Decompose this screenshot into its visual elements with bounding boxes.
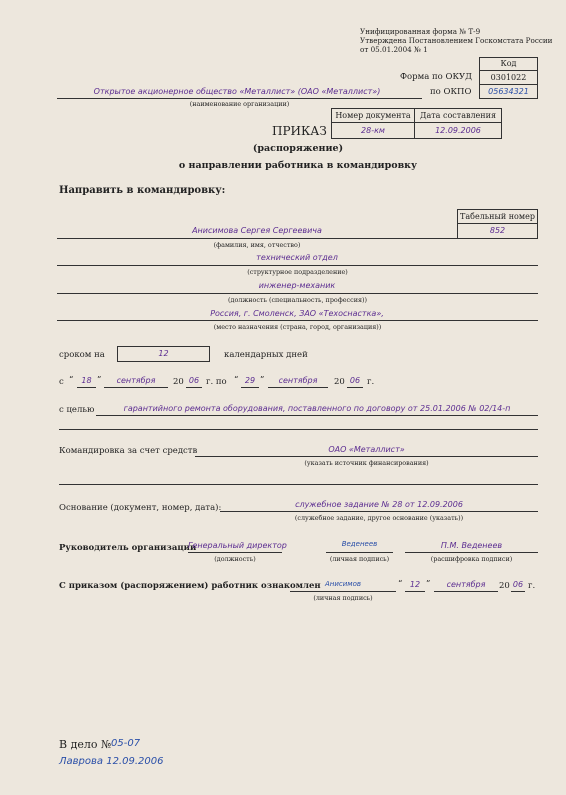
date-to-year-prefix: 20 [334,377,345,387]
form-header-line1: Унифицированная форма № Т-9 [360,27,481,36]
date-from-quote-open: “ [69,375,74,385]
head-decoding-underline [405,552,538,553]
department-caption: (структурное подразделение) [247,268,348,276]
head-decoding-caption: (расшифровка подписи) [430,555,513,563]
purpose-label: с целью [59,405,95,415]
tab-number-header: Табельный номер [457,209,538,224]
date-to-quote-close: ” [260,375,265,385]
term-unit: календарных дней [224,350,308,360]
ack-day: 12 [409,580,421,589]
basis-label: Основание (документ, номер, дата): [59,503,222,513]
ack-signature: Анисимов [324,580,361,588]
funding-label: Командировка за счет средств [59,446,198,456]
date-to-year: 06 [349,376,361,385]
funding-value: ОАО «Металлист» [328,445,405,454]
form-header-line3: от 05.01.2004 № 1 [360,45,428,54]
head-position-underline [188,552,282,553]
date-from-year-prefix: 20 [173,377,184,387]
term-value: 12 [117,346,210,362]
ack-month-underline [434,591,498,592]
date-from-day: 18 [81,376,92,385]
date-to-month: сентября [278,376,318,385]
code-header: Код [479,57,538,71]
ack-signature-caption: (личная подпись) [313,594,373,602]
date-from-month: сентября [116,376,156,385]
head-signature: Веденеев [341,540,378,548]
date-from-prefix: с [59,377,64,387]
file-label: В дело № [59,738,112,751]
employee-destination: Россия, г. Смоленск, ЗАО «Техоснастка», [210,309,384,318]
head-signature-underline [326,552,393,553]
form-header [360,27,552,54]
date-to-day-underline [241,387,259,388]
head-label: Руководитель организации [59,543,197,553]
funding-underline-2 [59,484,538,485]
tab-number-value: 852 [457,223,538,239]
order-subtitle: (распоряжение) [252,143,344,154]
okud-value: 0301022 [479,70,538,85]
basis-underline [220,511,538,512]
file-stamp: Лаврова 12.09.2006 [59,756,164,767]
employee-fio: Анисимова Сергея Сергеевича [192,226,322,235]
purpose-value: гарантийного ремонта оборудования, поставленного по договору от 25.01.2006 № 02/14-п [123,404,511,413]
ack-year-underline [511,591,525,592]
organization-caption: (наименование организации) [189,100,290,108]
date-from-year: 06 [188,376,200,385]
doc-number-header: Номер документа [331,108,415,123]
ack-quote-open: “ [398,579,403,589]
fio-underline [57,238,457,239]
destination-caption: (место назначения (страна, город, организация)) [213,323,382,331]
employee-department: технический отдел [256,253,338,262]
order-title: ПРИКАЗ [272,124,327,138]
ack-year-prefix: 20 [499,581,510,591]
ack-year: 06 [512,580,524,589]
doc-date-value: 12.09.2006 [414,122,502,139]
ack-year-suffix: г. [528,581,536,591]
destination-underline [57,320,538,321]
funding-caption: (указать источник финансирования) [304,459,429,467]
purpose-underline-1 [96,415,538,416]
doc-number-value: 28-км [331,122,415,139]
date-to-day: 29 [244,376,256,385]
order-about: о направлении работника в командировку [178,160,418,171]
ack-label: С приказом (распоряжением) работник ознакомлен [59,581,321,591]
ack-day-underline [405,591,425,592]
department-underline [57,265,538,266]
date-to-suffix: г. [367,377,375,387]
position-caption: (должность (специальность, профессия)) [228,296,367,304]
date-to-prefix: г. по [206,377,227,387]
head-position: Генеральный директор [188,541,287,550]
file-number: 05-07 [111,738,141,749]
doc-date-header: Дата составления [414,108,502,123]
head-position-caption: (должность) [214,555,256,563]
head-signature-decoding: П.М. Веденеев [440,541,503,550]
okpo-value: 05634321 [479,84,538,99]
position-underline [57,293,538,294]
basis-caption: (служебное задание, другое основание (указать)) [294,514,464,522]
organization-name: Открытое акционерное общество «Металлист» (ОАО «Металлист») [93,87,381,96]
date-from-quote-close: ” [97,375,102,385]
send-label: Направить в командировку: [59,185,226,196]
date-from-year-underline [186,387,202,388]
ack-signature-underline [290,591,396,592]
head-signature-caption: (личная подпись) [329,555,390,563]
okud-label: Форма по ОКУД [400,72,473,82]
ack-quote-close: ” [426,579,431,589]
date-to-month-underline [268,387,328,388]
date-from-day-underline [77,387,96,388]
okpo-label: по ОКПО [430,87,472,97]
basis-value: служебное задание № 28 от 12.09.2006 [295,500,463,509]
organization-underline [57,98,422,99]
date-to-quote-open: “ [234,375,239,385]
funding-underline [195,456,538,457]
employee-position: инженер-механик [258,281,336,290]
fio-caption: (фамилия, имя, отчество) [213,241,301,249]
ack-month: сентября [446,580,486,589]
term-label: сроком на [59,350,105,360]
form-header-line2: Утверждена Постановлением Госкомстата России [360,36,553,45]
date-to-year-underline [347,387,363,388]
purpose-underline-2 [59,429,538,430]
date-from-month-underline [104,387,168,388]
